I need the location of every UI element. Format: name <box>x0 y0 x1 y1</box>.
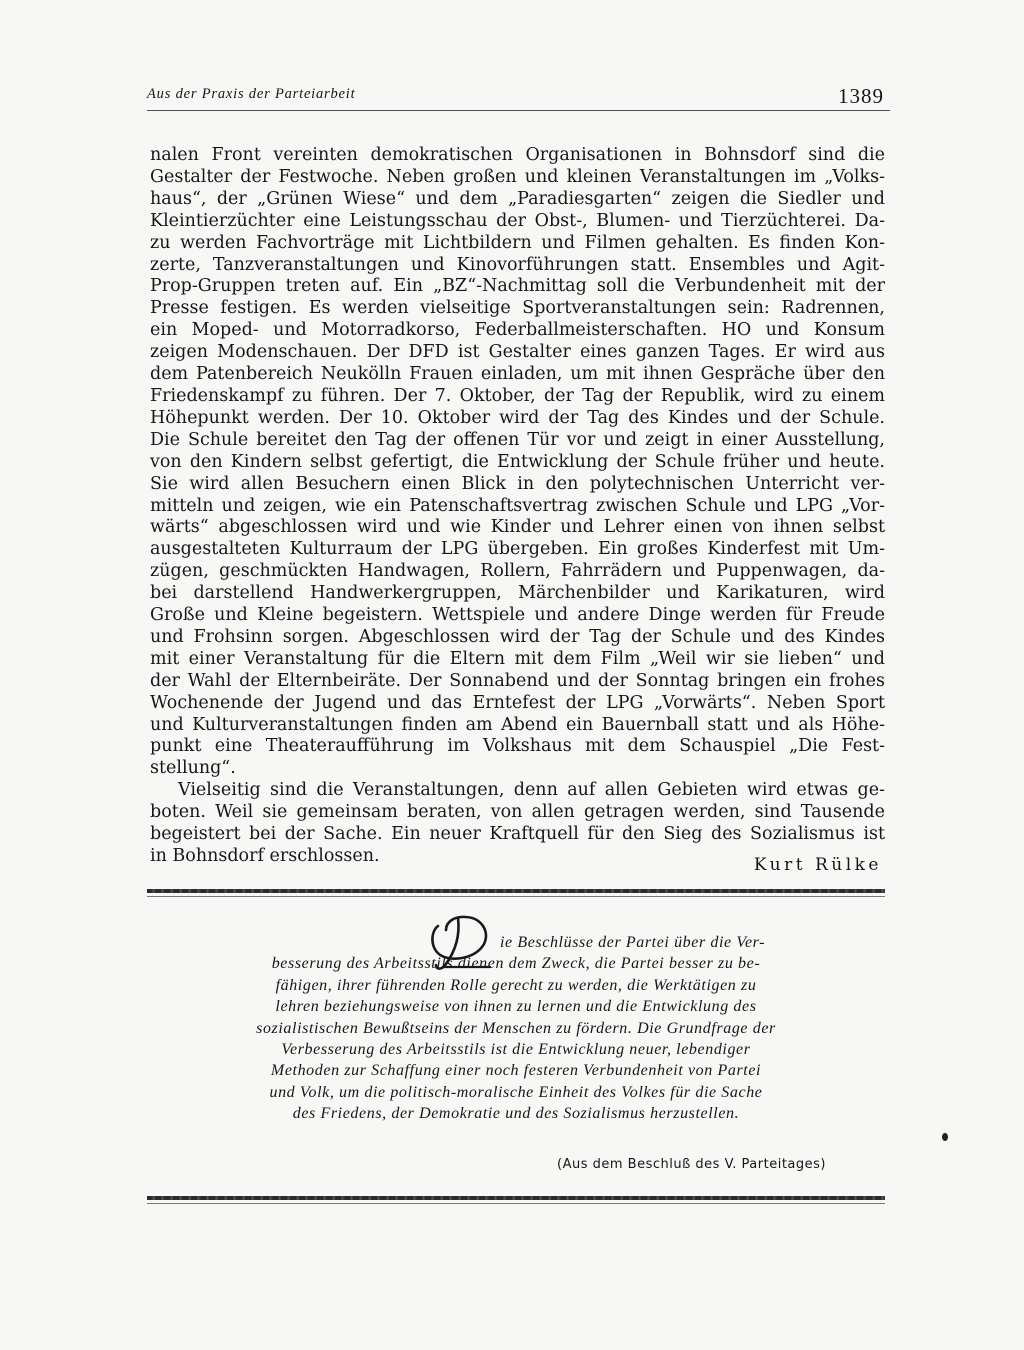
quote-line: sozialistischen Bewußtseins der Menschen zu fördern. Die Grundfrage der <box>256 1019 776 1037</box>
text-line: mitteln und zeigen, wie ein Patenschaftsvertrag zwischen Schule und LPG „Vor- <box>150 495 885 516</box>
quote-line: Verbesserung des Arbeitsstils ist die Entwicklung neuer, lebendiger <box>281 1041 751 1059</box>
page-number: 1389 <box>838 84 884 108</box>
quote-line: ie Beschlüsse der Partei über die Ver- <box>500 934 766 951</box>
text-line: wärts“ abgeschlossen wird und wie Kinder und Lehrer einen von ihnen selbst <box>150 517 885 538</box>
text-line: Die Schule bereitet den Tag der offenen Tür vor und zeigt in einer Ausstellung, <box>150 429 885 450</box>
running-head: Aus der Praxis der Parteiarbeit <box>147 86 356 102</box>
text-line: Vielseitig sind die Veranstaltungen, denn auf allen Gebieten wird etwas ge- <box>178 780 885 801</box>
quote-box-bottom-rule <box>147 1196 885 1200</box>
text-line: Kleintierzüchter eine Leistungsschau der Obst-, Blumen- und Tierzüchterei. Da- <box>150 210 885 231</box>
quote-box-top-hairline <box>147 896 885 897</box>
header-rule <box>147 110 890 111</box>
quote-box-top-rule <box>147 889 885 893</box>
quote-line: besserung des Arbeitsstils dienen dem Zweck, die Partei besser zu be- <box>271 955 761 973</box>
text-line: nalen Front vereinten demokratischen Organisationen in Bohnsdorf sind die <box>150 145 885 165</box>
ink-speck <box>942 1133 948 1141</box>
text-line: und Frohsinn sorgen. Abgeschlossen wird der Tag der Schule und des Kindes <box>150 626 885 647</box>
text-line: Sie wird allen Besuchern einen Blick in den polytechnischen Unterricht ver- <box>150 473 885 494</box>
text-line: zu werden Fachvorträge mit Lichtbildern und Filmen gehalten. Es finden Kon- <box>150 232 885 253</box>
text-line: zügen, geschmückten Handwagen, Rollern, Fahrrädern und Puppenwagen, da- <box>150 561 885 582</box>
paragraph-1 <box>150 145 885 780</box>
text-line: von den Kindern selbst gefertigt, die Entwicklung der Schule früher und heute. <box>150 451 885 472</box>
text-line: und Kulturveranstaltungen finden am Abend ein Bauernball statt und als Höhe- <box>150 714 885 735</box>
text-line: boten. Weil sie gemeinsam beraten, von allen getragen werden, sind Tausende <box>150 802 885 823</box>
quote-line: fähigen, ihrer führenden Rolle gerecht zu werden, die Werktätigen zu <box>275 976 757 994</box>
text-line: ausgestalteten Kulturraum der LPG übergeben. Ein großes Kinderfest mit Um- <box>150 539 885 560</box>
text-line: Gestalter der Festwoche. Neben großen und kleinen Veranstaltungen im „Volks- <box>150 166 885 187</box>
quote-source: (Aus dem Beschluß des V. Parteitages) <box>557 1157 826 1172</box>
text-line: zerte, Tanzveranstaltungen und Kinovorführungen statt. Ensembles und Agit- <box>150 254 885 275</box>
article-body <box>150 145 885 868</box>
author-signature: Kurt Rülke <box>753 855 882 875</box>
quote-line: lehren beziehungsweise von ihnen zu lernen und die Entwicklung des <box>275 998 757 1016</box>
quote-line: Methoden zur Schaffung einer noch festeren Verbundenheit von Partei <box>270 1062 762 1080</box>
text-line: dem Patenbereich Neukölln Frauen einladen, um mit ihnen Gespräche über den <box>150 364 885 385</box>
text-line: Friedenskampf zu führen. Der 7. Oktober, der Tag der Republik, wird zu einem <box>150 385 885 406</box>
text-line: Große und Kleine begeistern. Wettspiele und andere Dinge werden für Freude <box>150 605 885 626</box>
text-line: begeistert bei der Sache. Ein neuer Kraftquell für den Sieg des Sozialismus ist <box>150 824 885 845</box>
quote-line: des Friedens, der Demokratie und des Sozialismus herzustellen. <box>292 1105 740 1123</box>
text-line: Wochenende der Jugend und das Erntefest der LPG „Vorwärts“. Neben Sport <box>150 692 885 713</box>
text-line: in Bohnsdorf erschlossen. <box>150 846 380 866</box>
quote-line: und Volk, um die politisch-moralische Einheit des Volkes für die Sache <box>269 1083 763 1101</box>
page-header <box>147 84 892 108</box>
text-line: ein Moped- und Motorradkorso, Federballmeisterschaften. HO und Konsum <box>150 320 885 341</box>
text-line: Prop-Gruppen treten auf. Ein „BZ“-Nachmittag soll die Verbundenheit mit der <box>150 276 885 297</box>
party-resolution-quote <box>170 932 862 1125</box>
quote-box-bottom-hairline <box>147 1203 885 1204</box>
text-line: zeigen Modenschauen. Der DFD ist Gestalter eines ganzen Tages. Er wird aus <box>150 342 885 363</box>
text-line: stellung“. <box>150 758 236 779</box>
text-line: der Wahl der Elternbeiräte. Der Sonnabend und der Sonntag bringen ein frohes <box>150 670 885 691</box>
text-line: haus“, der „Grünen Wiese“ und dem „Paradiesgarten“ zeigen die Siedler und <box>150 188 885 209</box>
text-line: Höhepunkt werden. Der 10. Oktober wird der Tag des Kindes und der Schule. <box>150 407 885 428</box>
text-line: bei darstellend Handwerkergruppen, Märchenbilder und Karikaturen, wird <box>150 583 885 604</box>
text-line: mit einer Veranstaltung für die Eltern mit dem Film „Weil wir sie lieben“ und <box>150 648 885 669</box>
text-line: punkt eine Theateraufführung im Volkshaus mit dem Schauspiel „Die Fest- <box>150 736 885 757</box>
text-line: Presse festigen. Es werden vielseitige Sportveranstaltungen sein: Radrennen, <box>150 298 885 319</box>
